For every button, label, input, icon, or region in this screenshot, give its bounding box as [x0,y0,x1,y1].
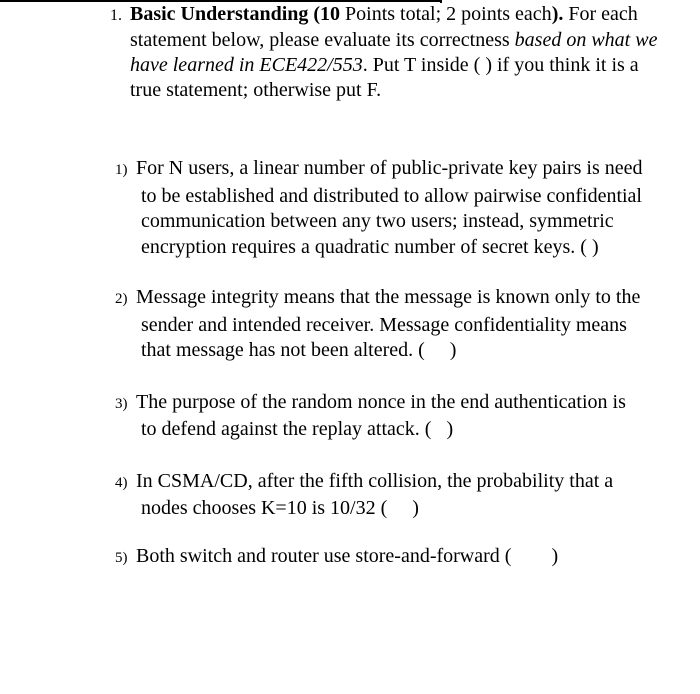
question-block [110,2,670,103]
statement-text: In CSMA/CD, after the fifth collision, the probability that a nodes chooses K=10 is 10/32 [136,469,614,519]
statement-list [115,156,645,571]
question-text [110,2,670,103]
statement-item-3 [115,390,645,443]
statement-text: For N users, a linear number of public-private key pairs is need to be established and distributed to allow pairwise confidential communication between any two users; instead, symmetric encryption requires a quadratic number of secret keys. [136,157,643,258]
statement-text: The purpose of the random nonce in the end authentication is to defend against the replay attack. [136,390,626,440]
answer-blank[interactable]: ( ) [575,235,599,258]
answer-blank[interactable]: ( ) [413,339,457,361]
question-title-normal: Points total; 2 points each [340,3,552,25]
question-intro-italic: based on what we have learned in ECE422/553 [130,29,658,76]
answer-blank[interactable]: ( ) [499,544,559,567]
statement-item-5 [115,544,645,572]
question-title-bold-end: ). [551,3,564,25]
statement-number: 1) [115,162,128,178]
statement-number: 5) [115,549,128,566]
question-intro-b: . Put T inside ( ) if you think it is a true statement; otherwise put F. [130,54,639,101]
question-number: 1. [110,7,122,24]
question-intro-a: For each statement below, please evaluate its correctness [130,3,638,51]
statement-number: 4) [115,474,128,491]
statement-item-2 [115,285,645,364]
statement-text: Message integrity means that the message is known only to the sender and intended receiver. Message confidentiality means that message has not been altered. [136,286,641,361]
statement-number: 3) [115,395,128,412]
question-title-bold: Basic Understanding (10 [130,3,341,25]
answer-blank[interactable]: ( ) [375,497,419,519]
statement-number: 2) [115,291,128,307]
statement-text: Both switch and router use store-and-forward [136,544,500,567]
answer-blank[interactable]: ( ) [419,418,454,440]
statement-item-4 [115,469,645,522]
statement-item-1 [115,156,645,260]
